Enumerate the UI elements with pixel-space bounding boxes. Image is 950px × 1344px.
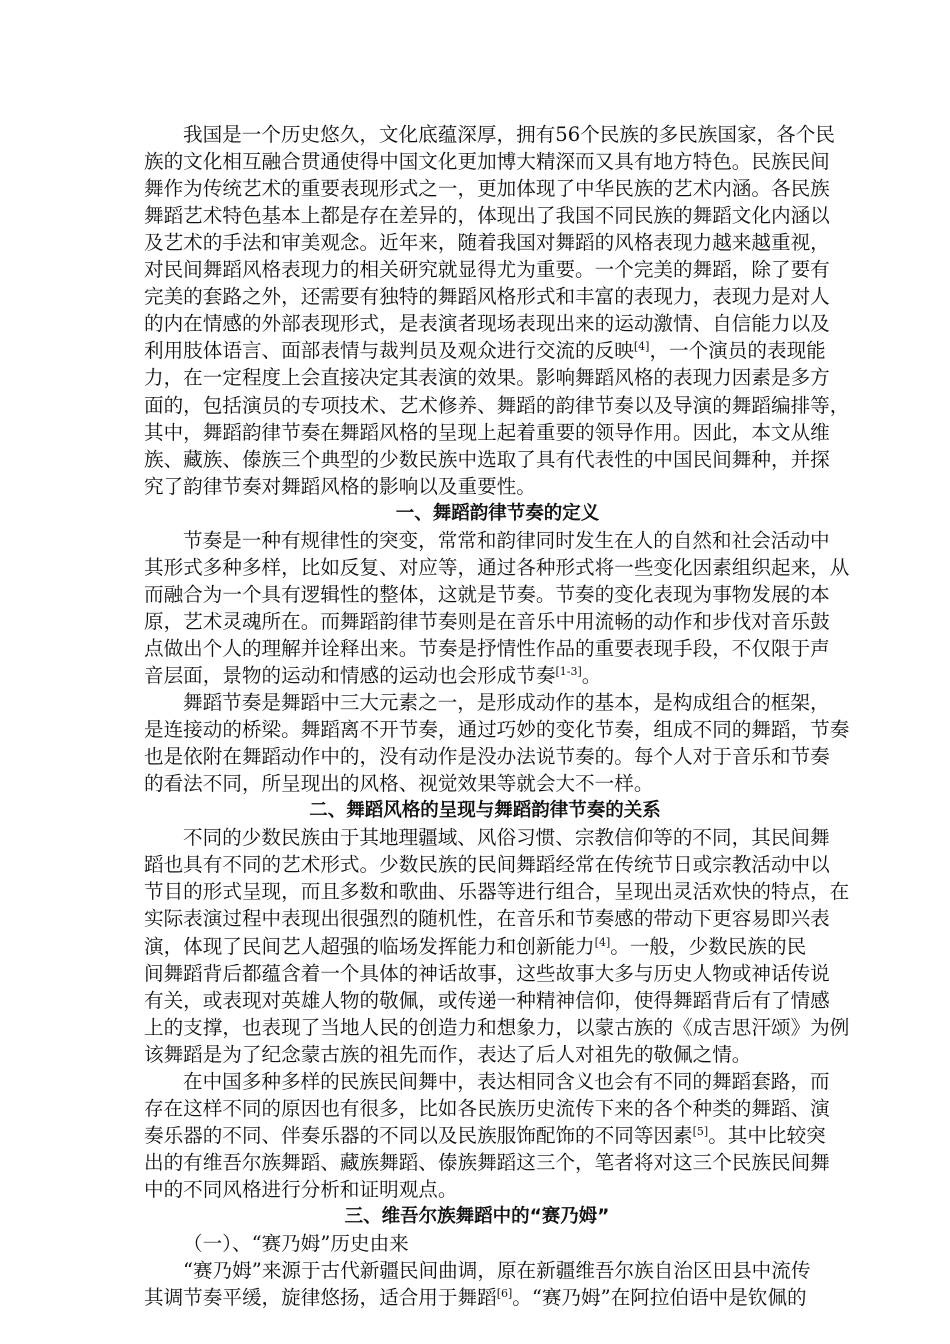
line-text: 对民间舞蹈风格表现力的相关研究就显得尤为重要。一个完美的舞蹈，除了要有 [144,258,830,282]
paragraph-line [144,987,830,1015]
citation-marker: [5] [692,1124,709,1138]
line-text: 利用肢体语言、面部表情与裁判员及观众进行交流的反映 [144,339,634,363]
line-text: 其形式多种多样，比如反复、对应等，通过各种形式将一些变化因素组织起来，从 [144,555,850,579]
line-text: “赛乃姆”来源于古代新疆民间曲调，原在新疆维吾尔族自治区田县中流传 [183,1259,811,1283]
line-text: 在中国多种多样的民族民间舞中，表达相同含义也会有不同的舞蹈套路，而 [183,1069,830,1093]
paragraph-line [144,743,830,771]
paragraph-line [144,608,830,636]
paragraph-line [144,770,808,798]
line-text: 也是依附在舞蹈动作中的，没有动作是没办法说节奏的。每个人对于音乐和节奏 [144,745,830,769]
citation-marker: [4] [594,935,611,949]
line-text: 力，在一定程度上会直接决定其表演的效果。影响舞蹈风格的表现力因素是多方 [144,366,830,390]
line-text: 是连接动的桥梁。舞蹈离不开节奏，通过巧妙的变化节奏，组成不同的舞蹈，节奏 [144,718,850,742]
paragraph-line [144,581,830,609]
line-text: 演，体现了民间艺人超强的临场发挥能力和创新能力 [144,934,595,958]
paragraph-line [183,1257,811,1285]
paragraph-line [183,1230,808,1258]
paragraph-line [183,824,830,852]
paragraph-line [144,1149,830,1177]
citation-marker: [6] [496,1287,513,1301]
line-text: 究了韵律节奏对舞蹈风格的影响以及重要性。 [144,474,536,498]
paragraph-line [144,229,830,257]
paragraph-line [144,1095,830,1123]
line-text: 的内在情感的外部表现形式，是表演者现场表现出来的运动激情、自信能力以及 [144,312,830,336]
line-text: 的看法不同，所呈现出的风格、视觉效果等就会大不一样。 [144,772,654,796]
paragraph-line [183,527,830,555]
paragraph-line [144,202,830,230]
paragraph-line [144,175,830,203]
citation-marker: [1-3] [555,665,582,678]
paragraph-line [144,392,850,420]
line-text: 完美的套路之外，还需要有独特的舞蹈风格形式和丰富的表现力，表现力是对人 [144,285,830,309]
paragraph-line [144,1122,826,1150]
line-text: 面的，包括演员的专项技术、艺术修养、舞蹈的韵律节奏以及导演的舞蹈编排等， [144,393,850,417]
paragraph-line [144,716,850,744]
paragraph-line [144,310,830,338]
line-text-continued: 。 [581,664,602,687]
line-text: 间舞蹈背后都蕴含着一个具体的神话故事，这些故事大多与历史人物或神话传说 [144,961,830,985]
paragraph-line [183,689,830,717]
line-text: 族的文化相互融合贯通使得中国文化更加博大精深而又具有地方特色。民族民间 [144,150,830,174]
line-text: 不同的少数民族由于其地理疆域、风俗习惯、宗教信仰等的不同，其民间舞 [183,826,830,850]
line-text: 中的不同风格进行分析和证明观点。 [144,1177,458,1201]
paragraph-line [144,1041,808,1069]
paragraph-line [144,1284,808,1312]
section-heading: 三、维吾尔族舞蹈中的“赛乃姆” [344,1206,610,1227]
line-text: 其中，舞蹈韵律节奏在舞蹈风格的呈现上起着重要的领导作用。因此，本文从维 [144,420,830,444]
paragraph-line [144,635,830,663]
line-text: 有关，或表现对英雄人物的敬佩，或传递一种精神信仰，使得舞蹈背后有了情感 [144,988,830,1012]
line-text: 及艺术的手法和审美观念。近年来，随着我国对舞蹈的风格表现力越来越重视， [144,231,830,255]
line-text: 原，艺术灵魂所在。而舞蹈韵律节奏则是在音乐中用流畅的动作和步伐对音乐鼓 [144,609,830,633]
line-text: 该舞蹈是为了纪念蒙古族的祖先而作，表达了后人对祖先的敬佩之情。 [144,1042,752,1066]
line-text: 族、藏族、傣族三个典型的少数民族中选取了具有代表性的中国民间舞种，并探 [144,447,830,471]
paragraph-line [144,878,850,906]
paragraph-line [144,337,826,365]
line-text: 节目的形式呈现，而且多数和歌曲、乐器等进行组合，呈现出灵活欢快的特点，在 [144,880,850,904]
paragraph-line [144,933,808,961]
paragraph-line [144,256,830,284]
paragraph-line [144,419,830,447]
line-text-continued: 。其中比较突 [708,1123,826,1147]
paragraph-line [144,364,830,392]
line-text: 音层面，景物的运动和情感的运动也会形成节奏 [144,664,556,687]
paragraph-line [144,851,830,879]
paragraph-line [144,662,808,690]
line-text: 存在这样不同的原因也有很多，比如各民族历史流传下来的各个种类的舞蹈、演 [144,1096,830,1120]
line-text: 舞蹈节奏是舞蹈中三大元素之一，是形成动作的基本，是构成组合的框架， [183,691,830,715]
paragraph-line [144,283,830,311]
paragraph-line [144,554,850,582]
section-heading: 一、舞蹈韵律节奏的定义 [395,502,600,524]
line-text: 奏乐器的不同、伴奏乐器的不同以及民族服饰配饰的不同等因素 [144,1123,693,1147]
paragraph-line [144,473,808,501]
line-text: 实际表演过程中表现出很强烈的随机性，在音乐和节奏感的带动下更容易即兴表 [144,907,830,931]
line-text-continued: 。“赛乃姆”在阿拉伯语中是钦佩的 [512,1286,807,1310]
section-heading: 二、舞蹈风格的呈现与舞蹈韵律节奏的关系 [309,800,661,822]
paragraph-line [144,148,830,176]
paragraph-line [183,1068,830,1096]
paragraph-line [144,1176,808,1204]
line-text: 蹈也具有不同的艺术形式。少数民族的民间舞蹈经常在传统节日或宗教活动中以 [144,853,830,877]
paragraph-line [144,446,830,474]
citation-marker: [4] [633,340,650,354]
line-text: 节奏是一种有规律性的突变，常常和韵律同时发生在人的自然和社会活动中 [183,528,830,552]
paragraph-line [144,1014,850,1042]
line-text-continued: 。一般，少数民族的民 [610,934,807,958]
line-text: 其调节奏平缓，旋律悠扬，适合用于舞蹈 [144,1286,497,1310]
paragraph-line [144,960,830,988]
line-text: 舞蹈艺术特色基本上都是存在差异的，体现出了我国不同民族的舞蹈文化内涵以 [144,204,830,228]
line-text: 而融合为一个具有逻辑性的整体，这就是节奏。节奏的变化表现为事物发展的本 [144,582,830,606]
line-text: 我国是一个历史悠久，文化底蕴深厚，拥有56个民族的多民族国家，各个民 [183,123,835,146]
paragraph-line [183,121,835,149]
line-text: 舞作为传统艺术的重要表现形式之一，更加体现了中华民族的艺术内涵。各民族 [144,177,830,201]
line-text: 出的有维吾尔族舞蹈、藏族舞蹈、傣族舞蹈这三个，笔者将对这三个民族民间舞 [144,1150,830,1174]
line-text: 点做出个人的理解并诠释出来。节奏是抒情性作品的重要表现手段，不仅限于声 [144,636,830,660]
line-text-continued: ，一个演员的表现能 [649,339,826,363]
line-text: （一）、“赛乃姆”历史由来 [183,1232,409,1256]
paragraph-line [144,905,830,933]
line-text: 上的支撑，也表现了当地人民的创造力和想象力，以蒙古族的《成吉思汗颂》为例 [144,1015,850,1039]
